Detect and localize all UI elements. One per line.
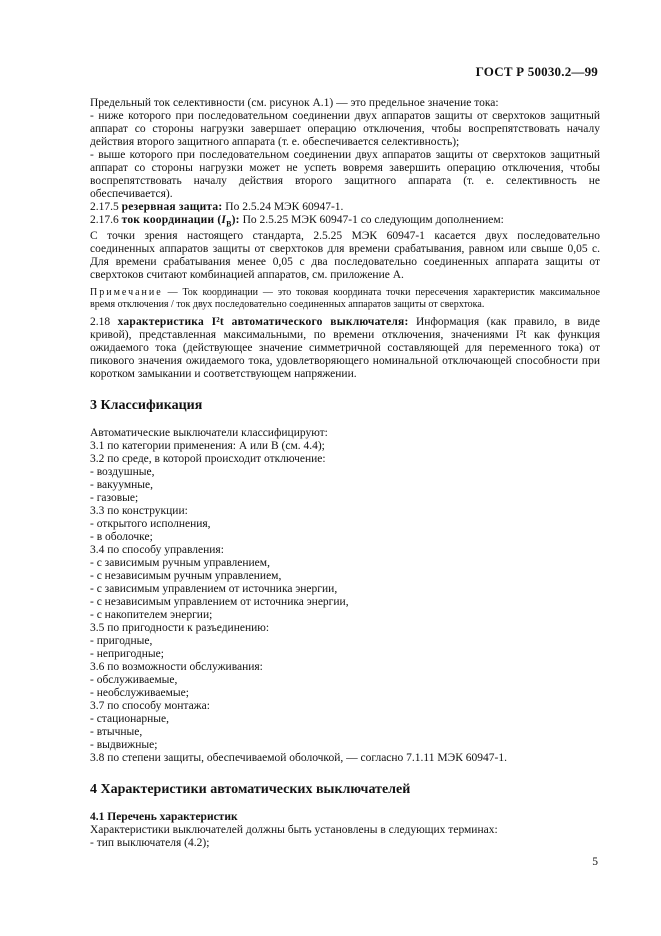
- list-line: 3.2 по среде, в которой происходит отключение:: [90, 453, 326, 466]
- list-line: Автоматические выключатели классифицируют:: [90, 427, 328, 440]
- list-line: 3.4 по способу управления:: [90, 544, 224, 557]
- list-line: - с зависимым ручным управлением,: [90, 557, 270, 570]
- list-line: - непригодные;: [90, 648, 164, 661]
- paragraph: Характеристики выключателей должны быть установлены в следующих терминах:: [90, 824, 498, 837]
- list-line: - с независимым ручным управлением,: [90, 570, 282, 583]
- list-line: - вакуумные,: [90, 479, 153, 492]
- list-line: - выдвижные;: [90, 739, 158, 752]
- list-line: - с независимым управлением от источника энергии,: [90, 596, 349, 609]
- clause-2-17-5: [90, 201, 600, 214]
- subsection-4-1-title: 4.1 Перечень характеристик: [90, 811, 238, 824]
- list-line: - тип выключателя (4.2);: [90, 837, 210, 850]
- note: [90, 287, 600, 311]
- list-line: 3.8 по степени защиты, обеспечиваемой оболочкой, — согласно 7.1.11 МЭК 60947-1.: [90, 752, 507, 765]
- paragraph: Предельный ток селективности (см. рисунок А.1) — это предельное значение тока:: [90, 97, 499, 109]
- list-line: - стационарные,: [90, 713, 170, 726]
- clause-text: Информация (как правило, в виде кривой), представленная максимальными, по времени отключения, значениями I²t как функция ожидаемого тока (действующее значение симметричной составляющей для переменного тока) от пикового значения ожидаемого тока, удовлетворяющего номинальной отключающей способности при коротком замыкании и соответствующем напряжении.: [90, 316, 600, 381]
- clause-number: 2.18: [90, 316, 111, 329]
- list-line: - открытого исполнения,: [90, 518, 211, 531]
- list-line: 3.7 по способу монтажа:: [90, 700, 210, 713]
- list-line: - втычные,: [90, 726, 143, 739]
- clause-number: 2.17.6: [90, 214, 119, 226]
- list-line: 3.5 по пригодности к разъединению:: [90, 622, 270, 635]
- list-line: 3.3 по конструкции:: [90, 505, 188, 518]
- list-line: 3.6 по возможности обслуживания:: [90, 661, 263, 674]
- note-text: — Ток координации — это токовая координата точки пересечения характеристик максимальное время отключения / ток двух последовательно соединенных аппаратов защиты от сверхтока.: [90, 287, 600, 311]
- clause-2-18: [90, 316, 600, 381]
- list-line: - необслуживаемые;: [90, 687, 189, 700]
- list-line: 3.1 по категории применения: А или В (см. 4.4);: [90, 440, 325, 453]
- page-number: 5: [592, 856, 598, 868]
- term-end: ):: [231, 214, 240, 226]
- clause-number: 2.17.5: [90, 201, 119, 213]
- list-line: - пригодные,: [90, 635, 153, 648]
- list-line: - воздушные,: [90, 466, 155, 479]
- list-line: - с накопителем энергии;: [90, 609, 213, 622]
- page-body: [90, 97, 600, 850]
- section-4-title: 4 Характеристики автоматических выключателей: [90, 782, 411, 798]
- term-symbol: I: [221, 214, 227, 226]
- section-3-title: 3 Классификация: [90, 398, 203, 414]
- term-subscript: B: [226, 219, 232, 229]
- clause-text: По 2.5.24 МЭК 60947-1.: [225, 201, 344, 213]
- document-header: ГОСТ Р 50030.2—99: [475, 64, 598, 79]
- list-item: - выше которого при последовательном соединении двух аппаратов защиты от сверхтоков защитный аппарат со стороны нагрузки может не успеть вовремя завершить операцию отключения, чтобы воспрепятствовать началу действия второго защитного аппарата (т. е. селективность не обеспечивается).: [90, 149, 600, 200]
- term: [121, 214, 240, 229]
- note-label: Примечание: [90, 287, 163, 299]
- clause-text: По 2.5.25 МЭК 60947-1 со следующим дополнением:: [242, 214, 504, 226]
- term: характеристика I²t автоматического выключателя:: [117, 316, 409, 329]
- paragraph: С точки зрения настоящего стандарта, 2.5.25 МЭК 60947-1 касается двух последовательно соединенных аппаратов защиты от сверхтоков для времени срабатывания, равном или свыше 0,05 с. Для времени срабатывания менее 0,05 с два последовательно соединенных аппарата защиты от сверхтоков считают комбинацией аппаратов, см. приложение А.: [90, 230, 600, 282]
- term: резервная защита:: [121, 201, 223, 213]
- list-line: - с зависимым управлением от источника энергии,: [90, 583, 338, 596]
- clause-2-17-6: [90, 214, 600, 230]
- list-item: - ниже которого при последовательном соединении двух аппаратов защиты от сверхтоков защитный аппарат со стороны нагрузки завершает операцию отключения, чтобы воспрепятствовать началу действия второго защитного аппарата (т. е. обеспечивается селективность);: [90, 110, 600, 148]
- list-line: - газовые;: [90, 492, 139, 505]
- list-line: - обслуживаемые,: [90, 674, 178, 687]
- list-line: - в оболочке;: [90, 531, 153, 544]
- term-text: ток координации (: [121, 214, 222, 226]
- classification-list: [90, 427, 600, 765]
